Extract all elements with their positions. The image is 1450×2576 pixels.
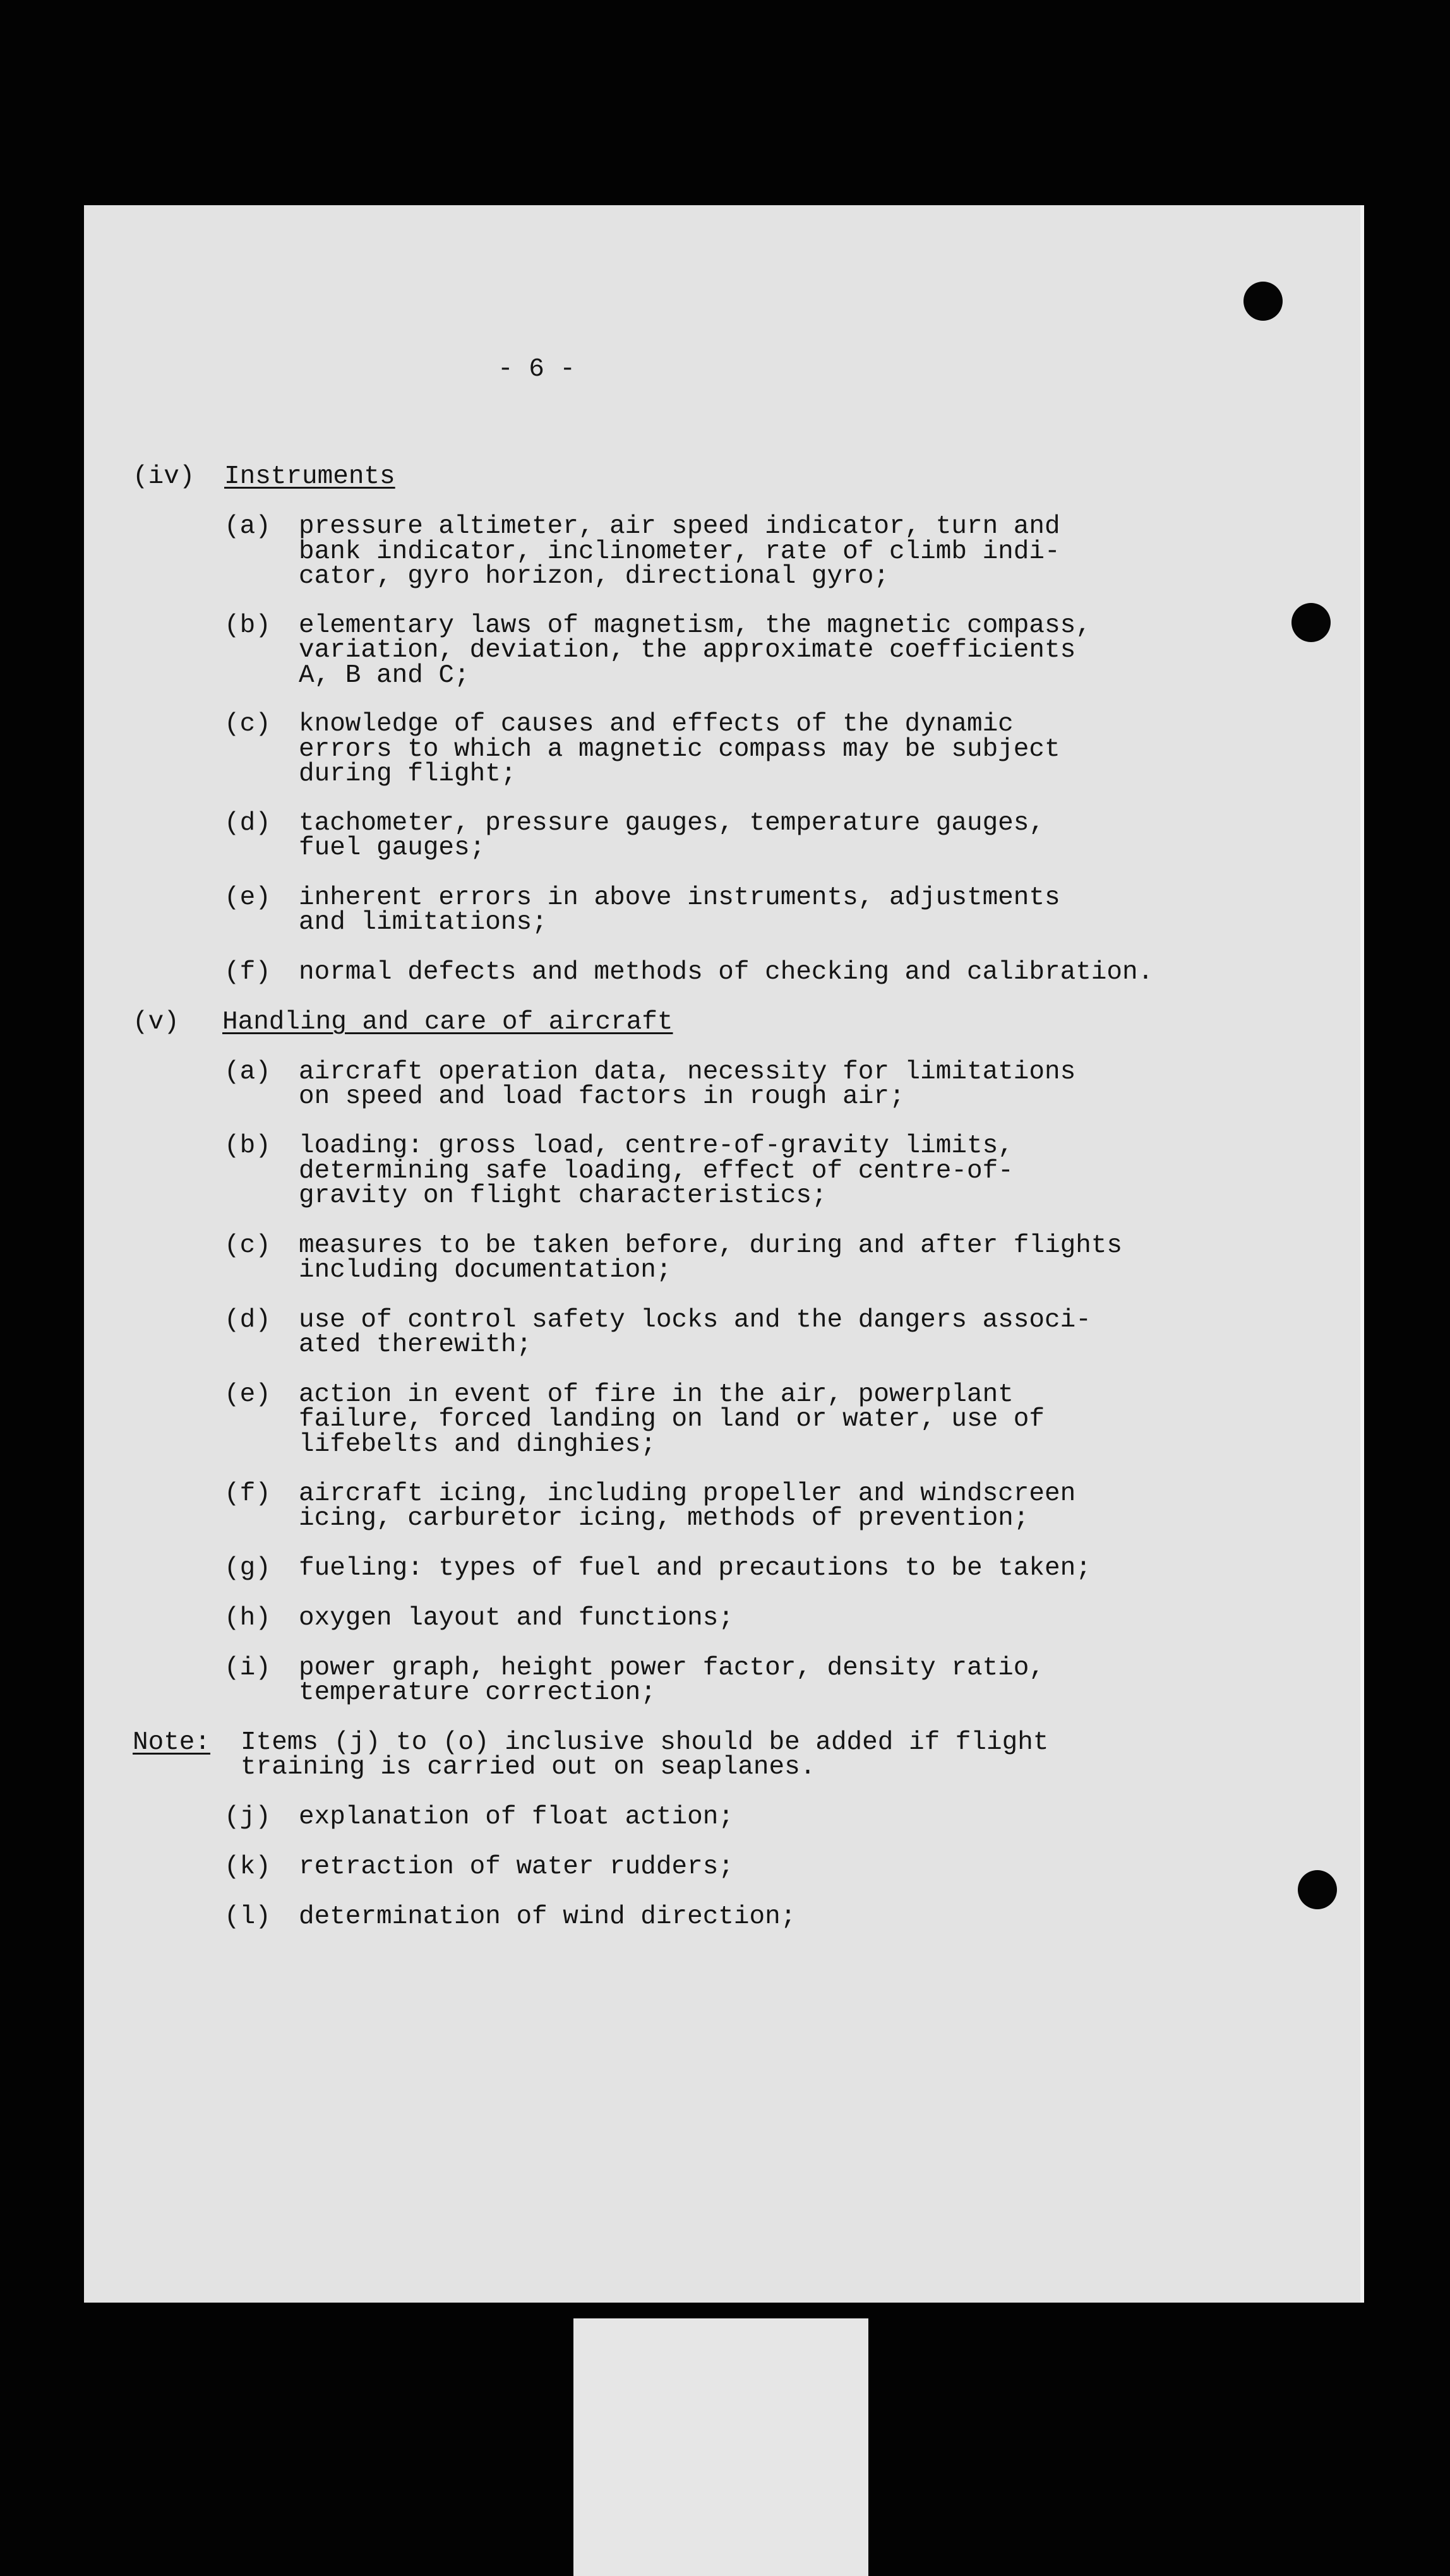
section-v-title: Handling and care of aircraft — [222, 1008, 673, 1037]
item-v-c-line-1: measures to be taken before, during and after flights — [299, 1231, 1123, 1260]
item-iv-b-line-2: variation, deviation, the approximate coefficients — [299, 636, 1076, 665]
page-number: - 6 - — [498, 355, 576, 384]
item-v-e-line-3: lifebelts and dinghies; — [299, 1430, 656, 1459]
punch-hole-middle — [1291, 603, 1331, 642]
item-iv-a-line-3: cator, gyro horizon, directional gyro; — [299, 562, 889, 591]
item-v-i-line-2: temperature correction; — [299, 1678, 656, 1707]
item-iv-a-label: (a) — [224, 512, 271, 541]
item-iv-e-line-2: and limitations; — [299, 908, 548, 937]
item-v-b-label: (b) — [224, 1131, 271, 1160]
item-v-c-label: (c) — [224, 1231, 271, 1260]
item-v-a-label: (a) — [224, 1058, 271, 1087]
section-iv-label: (iv) — [133, 462, 195, 491]
item-v-f-line-1: aircraft icing, including propeller and windscreen — [299, 1479, 1076, 1508]
item-v-b-line-1: loading: gross load, centre-of-gravity limits, — [299, 1131, 1014, 1160]
item-iv-b-label: (b) — [224, 611, 271, 640]
item-iv-c-label: (c) — [224, 710, 271, 739]
note-line-2: training is carried out on seaplanes. — [241, 1753, 816, 1782]
section-iv-title: Instruments — [224, 462, 395, 491]
item-iv-f-line-1: normal defects and methods of checking and calibration. — [299, 958, 1154, 987]
item-j-label: (j) — [224, 1803, 271, 1832]
item-v-f-line-2: icing, carburetor icing, methods of prevention; — [299, 1504, 1029, 1533]
item-iv-c-line-3: during flight; — [299, 760, 517, 789]
punch-hole-bottom — [1298, 1870, 1337, 1909]
item-v-g-line-1: fueling: types of fuel and precautions to be taken; — [299, 1554, 1091, 1583]
item-v-d-label: (d) — [224, 1306, 271, 1335]
item-v-d-line-1: use of control safety locks and the dangers associ- — [299, 1306, 1091, 1335]
item-iv-e-line-1: inherent errors in above instruments, adjustments — [299, 883, 1060, 912]
item-v-a-line-2: on speed and load factors in rough air; — [299, 1082, 905, 1111]
item-v-h-label: (h) — [224, 1604, 271, 1633]
item-iv-e-label: (e) — [224, 883, 271, 912]
punch-hole-top — [1243, 282, 1283, 321]
item-v-b-line-3: gravity on flight characteristics; — [299, 1181, 827, 1210]
item-v-e-line-1: action in event of fire in the air, powerplant — [299, 1380, 1014, 1409]
item-iv-d-line-2: fuel gauges; — [299, 833, 486, 862]
item-iv-a-line-2: bank indicator, inclinometer, rate of climb indi- — [299, 537, 1060, 566]
item-j-line-1: explanation of float action; — [299, 1803, 734, 1832]
item-iv-d-label: (d) — [224, 809, 271, 838]
item-v-f-label: (f) — [224, 1479, 271, 1508]
item-v-a-line-1: aircraft operation data, necessity for limitations — [299, 1058, 1076, 1087]
item-v-h-line-1: oxygen layout and functions; — [299, 1604, 734, 1633]
section-v-label: (v) — [133, 1008, 179, 1037]
note-line-1: Items (j) to (o) inclusive should be added if flight — [241, 1728, 1049, 1757]
item-v-i-line-1: power graph, height power factor, density ratio, — [299, 1654, 1045, 1683]
item-iv-f-label: (f) — [224, 958, 271, 987]
item-v-c-line-2: including documentation; — [299, 1256, 672, 1285]
item-iv-c-line-2: errors to which a magnetic compass may be subject — [299, 735, 1060, 764]
item-iv-c-line-1: knowledge of causes and effects of the dynamic — [299, 710, 1014, 739]
item-v-b-line-2: determining safe loading, effect of centre-of- — [299, 1157, 1014, 1186]
item-v-e-label: (e) — [224, 1380, 271, 1409]
item-v-d-line-2: ated therewith; — [299, 1330, 532, 1359]
item-v-i-label: (i) — [224, 1654, 271, 1683]
item-k-line-1: retraction of water rudders; — [299, 1852, 734, 1881]
item-iv-a-line-1: pressure altimeter, air speed indicator, turn and — [299, 512, 1060, 541]
item-v-g-label: (g) — [224, 1554, 271, 1583]
item-v-e-line-2: failure, forced landing on land or water, use of — [299, 1405, 1045, 1434]
item-k-label: (k) — [224, 1852, 271, 1881]
paper-flap — [573, 2318, 868, 2576]
item-l-line-1: determination of wind direction; — [299, 1902, 796, 1931]
item-iv-b-line-1: elementary laws of magnetism, the magnetic compass, — [299, 611, 1091, 640]
note-label: Note: — [133, 1728, 211, 1757]
item-l-label: (l) — [224, 1902, 271, 1931]
item-iv-d-line-1: tachometer, pressure gauges, temperature gauges, — [299, 809, 1045, 838]
item-iv-b-line-3: A, B and C; — [299, 661, 470, 690]
